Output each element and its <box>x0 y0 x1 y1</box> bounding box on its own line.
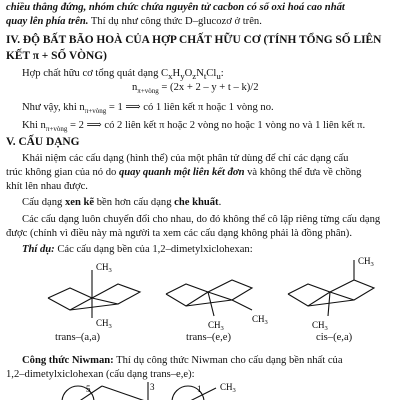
intro-rest: Thí dụ như công thức D–glucozơ ở trên. <box>88 16 262 27</box>
newman-line-1 <box>22 354 396 367</box>
ch3-label-bottom-2: $CH_3$ <box>208 320 224 332</box>
section-5-paragraph-1a: Khái niệm các cấu dạng (hình thể) của một phân tử dùng để chỉ các dạng cấu <box>22 153 349 164</box>
ch3-label-top-3: $CH_3$ <box>358 256 374 268</box>
example-text: Các cấu dạng bền của 1,2–dimetylxiclohexan: <box>54 244 253 255</box>
intro-line-2 <box>6 15 396 28</box>
p1b-pre: trúc không gian của nó do <box>6 167 119 178</box>
section-4-title-line-2: KẾT π + SỐ VÒNG) <box>6 50 107 62</box>
newman-carbon-1: 1 <box>197 384 202 394</box>
intro-emphasis: quay lên phía trên. <box>6 16 89 27</box>
section-4-paragraph-2: Như vậy, khi $n_{\pi+vòng} = 1$ ⟹ có 1 liên kết π hoặc 1 vòng no. <box>22 102 274 116</box>
unsaturation-formula: $n_{\pi+vòng} = (2x + 2 - y + t - k)/2$ <box>132 82 259 96</box>
ch3-label-right: $CH_3$ <box>252 314 268 326</box>
section-5-title: V. CẤU DẠNG <box>6 136 80 148</box>
newman-text: Thí dụ công thức Niwman cho cấu dạng bền nhất của <box>113 355 343 366</box>
newman-projection <box>40 380 260 400</box>
p2-bold-1: xen kẽ <box>64 197 95 208</box>
newman-carbon-3: 3 <box>150 382 155 392</box>
ch3-label-top: $CH_3$ <box>96 262 112 274</box>
newman-carbon-5: 5 <box>86 384 91 394</box>
section-5-paragraph-1c: khít lên nhau được. <box>6 181 88 192</box>
p2-post: . <box>218 197 222 208</box>
p2-pre: Cấu dạng <box>22 197 65 208</box>
chair-trans-aa <box>40 254 150 332</box>
example-label: Thí dụ: <box>22 244 55 255</box>
section-4-title-line-1: IV. ĐỘ BẤT BÃO HOÀ CỦA HỢP CHẤT HỮU CƠ (TÍNH TỔNG SỐ LIÊN <box>6 34 382 46</box>
sec4-p1-text: Hợp chất hữu cơ tổng quát dạng $C_xH_yO_zN_tCl_u$: <box>22 68 224 82</box>
chair-cis-ea <box>282 254 398 332</box>
p2-bold-2: che khuất <box>174 197 219 208</box>
section-4-paragraph-1 <box>22 67 396 83</box>
newman-line-2: 1,2–dimetylxiclohexan (cấu dạng trans–e,e): <box>6 369 195 380</box>
section-5-paragraph-3b: được (chính vì điều này mà người ta xem các cấu dạng không phải là đồng phân). <box>6 228 352 239</box>
section-5-paragraph-3a: Các cấu dạng luôn chuyển đổi cho nhau, do đó không thể cô lập riêng từng cấu dạng <box>22 214 381 225</box>
ch3-label-bottom-3: $CH_3$ <box>312 320 328 332</box>
p1b-post: và không thể đưa về chồng <box>244 167 362 178</box>
p1b-emphasis: quay quanh một liên kết đơn <box>118 167 245 178</box>
section-5-paragraph-1b <box>6 166 396 179</box>
caption-trans-ee: trans–(e,e) <box>186 332 231 343</box>
p2-mid: bền hơn cấu dạng <box>94 197 175 208</box>
caption-cis-ea: cis–(e,a) <box>316 332 353 343</box>
ch3-label-bottom: $CH_3$ <box>96 318 112 330</box>
newman-ch3-label: $CH_3$ <box>220 382 236 394</box>
newman-label: Công thức Niwman: <box>22 355 114 366</box>
section-4-paragraph-3: Khi $n_{\pi+vòng} = 2$ ⟹ có 2 liên kết π hoặc 2 vòng no hoặc 1 vòng no và 1 liên kết π. <box>22 120 366 134</box>
caption-trans-aa: trans–(a,a) <box>55 332 100 343</box>
intro-line-1: chiều thẳng đứng, nhóm chức chứa nguyên tử cacbon có số oxi hoá cao nhất <box>6 2 345 13</box>
section-5-paragraph-2 <box>22 196 396 209</box>
chair-trans-ee <box>160 254 275 332</box>
